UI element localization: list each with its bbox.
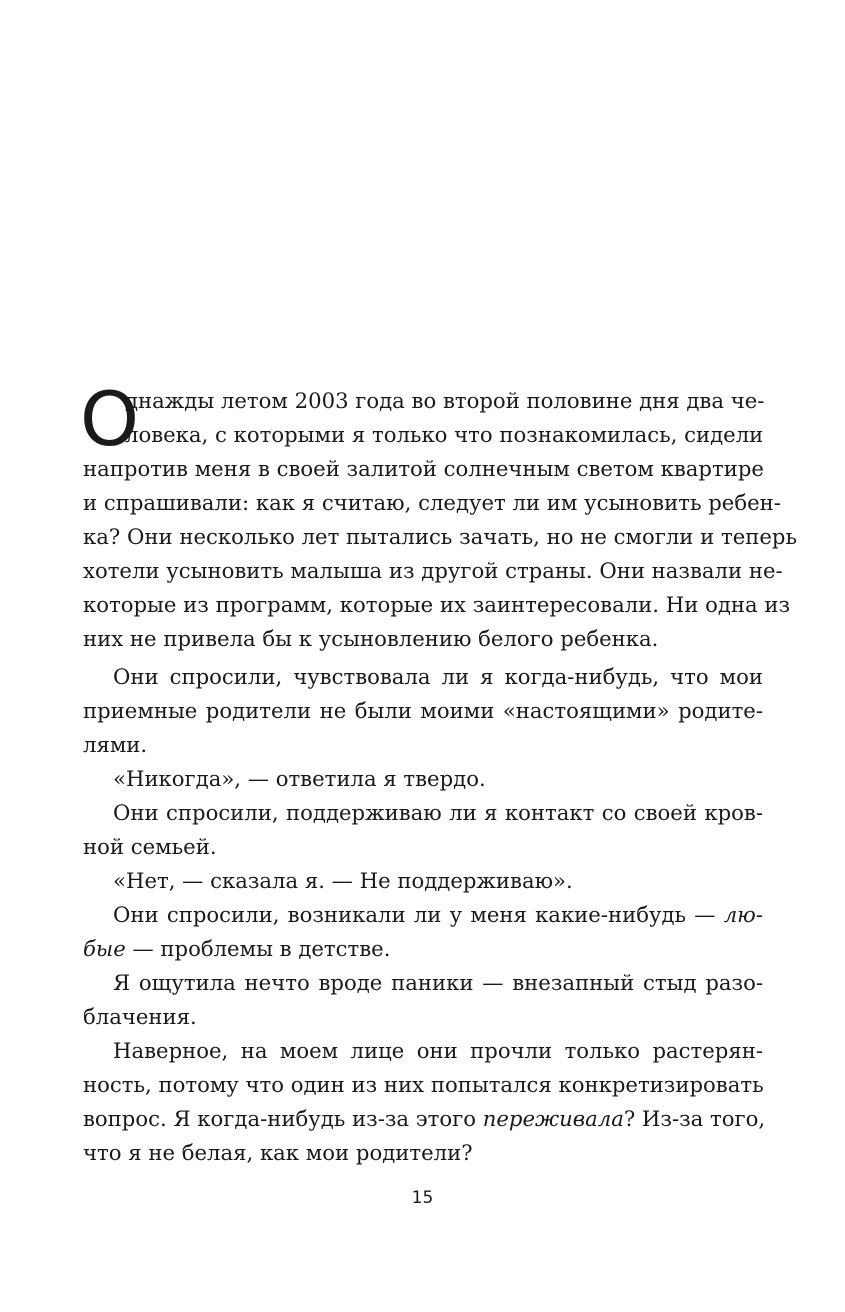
text-run: вопрос. Я когда-нибудь из-за этого [83, 1106, 483, 1131]
text-line: днажды летом 2003 года во второй половине дня два че- [125, 388, 765, 413]
text-line: Они спросили, чувствовала ли я когда-нибудь, что мои [113, 664, 763, 689]
text-line: Наверное, на моем лице они прочли только растерян- [113, 1038, 763, 1063]
italic-run: переживала [482, 1106, 624, 1131]
italic-run: лю- [723, 902, 763, 927]
text-line: что я не белая, как мои родители? [83, 1140, 473, 1165]
text-line: них не привела бы к усыновлению белого ребенка. [83, 626, 659, 651]
text-line [83, 898, 763, 932]
text-run: Они спросили, возникали ли у меня какие-нибудь — [113, 902, 724, 927]
text-line: приемные родители не были моими «настоящими» родите- [83, 698, 763, 723]
drop-cap: О [80, 375, 140, 463]
text-line [83, 932, 763, 966]
text-line: хотели усыновить малыша из другой страны. Они назвали не- [83, 558, 783, 583]
text-line: Я ощутила нечто вроде паники — внезапный стыд разо- [113, 970, 763, 995]
text-line: «Нет, — сказала я. — Не поддерживаю». [113, 868, 573, 893]
text-run: — проблемы в детстве. [125, 936, 391, 961]
text-line: которые из программ, которые их заинтересовали. Ни одна из [83, 592, 791, 617]
text-line: напротив меня в своей залитой солнечным светом квартире [83, 456, 764, 481]
text-line: блачения. [83, 1004, 197, 1029]
paragraph-1 [80, 375, 798, 656]
text-line: «Никогда», — ответила я твердо. [113, 766, 486, 791]
text-line: ловека, с которыми я только что познакомилась, сидели [125, 422, 764, 447]
paragraph-3 [83, 762, 763, 796]
paragraph-4 [83, 796, 763, 864]
paragraph-5 [83, 864, 763, 898]
paragraph-8 [83, 1034, 766, 1170]
page-number: 15 [411, 1188, 434, 1208]
text-line: ность, потому что один из них попытался конкретизировать [83, 1072, 764, 1097]
text-line: Они спросили, поддерживаю ли я контакт со своей кров- [113, 800, 763, 825]
text-line: и спрашивали: как я считаю, следует ли им усыновить ребен- [83, 490, 781, 515]
text-run: ? Из-за того, [623, 1106, 766, 1131]
text-line [83, 1102, 766, 1136]
paragraph-6 [83, 898, 763, 966]
text-line: лями. [83, 732, 148, 757]
body-text [80, 375, 798, 1170]
paragraph-7 [83, 966, 763, 1034]
text-line: ной семьей. [83, 834, 217, 859]
italic-run: бые [83, 936, 126, 961]
text-line: ка? Они несколько лет пытались зачать, но не смогли и теперь [83, 524, 798, 549]
paragraph-2 [83, 660, 763, 762]
